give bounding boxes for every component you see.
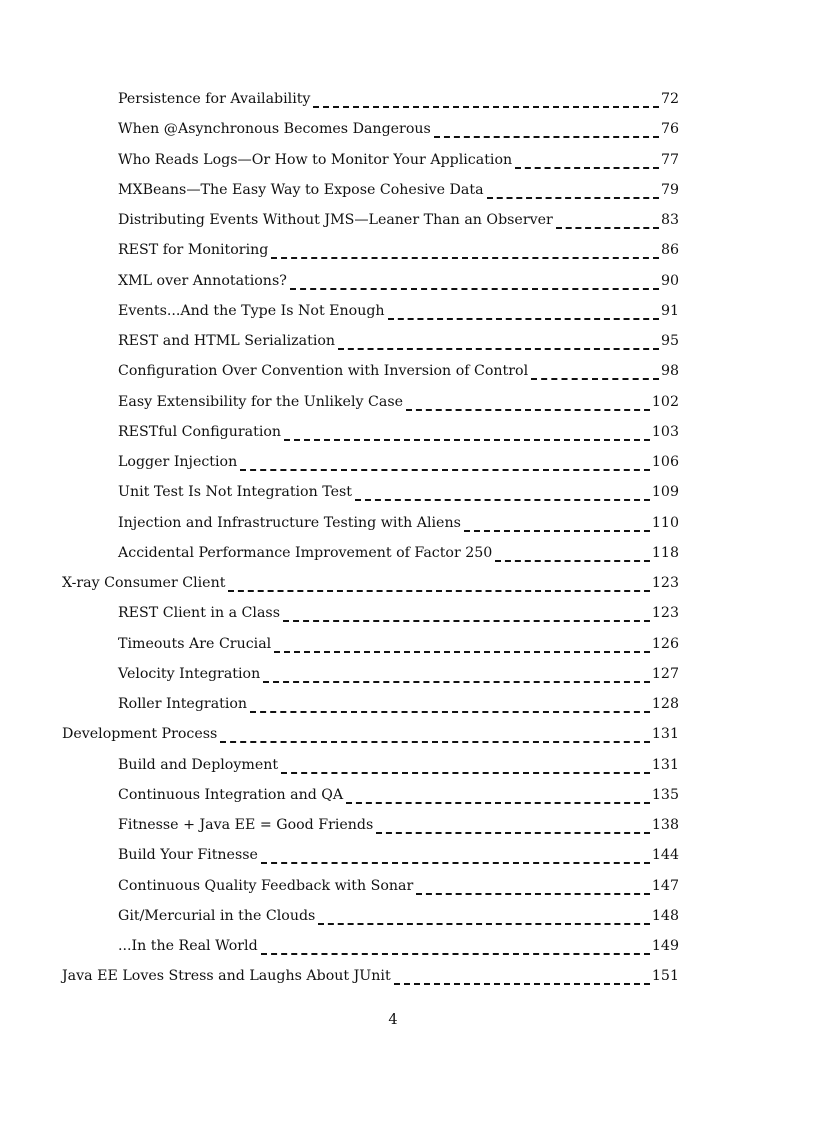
toc-entry-title: Development Process [62,726,218,743]
toc-section-entry[interactable] [62,810,679,840]
toc-dot-leader [495,560,650,562]
toc-section-entry[interactable] [62,538,679,568]
toc-dot-leader [318,923,650,925]
toc-entry-title: XML over Annotations? [118,272,287,289]
toc-dot-leader [388,318,659,320]
toc-dot-leader [228,590,649,592]
toc-entry-page-number: 110 [651,514,679,531]
toc-dot-leader [290,288,659,290]
toc-entry-page-number: 148 [651,907,679,924]
toc-entry-title: REST Client in a Class [118,605,280,622]
toc-dot-leader [487,197,659,199]
toc-section-entry[interactable] [62,659,679,689]
toc-entry-page-number: 144 [651,847,679,864]
toc-entry-title: Distributing Events Without JMS—Leaner Than an Observer [118,212,553,228]
toc-entry-title: Logger Injection [118,454,238,470]
toc-entry-page-number: 109 [651,484,679,501]
toc-entry-title: REST for Monitoring [118,242,269,259]
toc-section-entry[interactable] [62,356,679,386]
toc-section-entry[interactable] [62,235,679,265]
toc-section-entry[interactable] [62,145,679,175]
toc-entry-title: X-ray Consumer Client [62,575,226,591]
toc-dot-leader [240,469,650,471]
toc-section-entry[interactable] [62,871,679,901]
toc-section-entry[interactable] [62,175,679,205]
toc-entry-page-number: 123 [651,605,679,622]
toc-dot-leader [284,439,650,441]
toc-entry-page-number: 98 [660,363,679,380]
toc-entry-page-number: 128 [651,696,679,712]
toc-dot-leader [250,711,650,713]
toc-section-entry[interactable] [62,840,679,870]
toc-dot-leader [416,893,650,895]
toc-entry-title: Roller Integration [118,696,248,712]
toc-dot-leader [261,953,650,955]
toc-entry-title: Fitnesse + Java EE = Good Friends [118,817,374,833]
table-of-contents [62,84,679,992]
toc-dot-leader [406,409,650,411]
toc-entry-page-number: 103 [651,423,679,440]
toc-section-entry[interactable] [62,477,679,507]
toc-dot-leader [220,741,650,743]
toc-entry-page-number: 76 [660,121,679,138]
toc-entry-page-number: 135 [651,786,679,803]
toc-entry-page-number: 83 [660,212,679,228]
toc-dot-leader [263,681,650,683]
toc-dot-leader [531,378,659,380]
toc-entry-title: Persistence for Availability [118,91,311,107]
toc-entry-title: Timeouts Are Crucial [118,635,272,652]
toc-dot-leader [346,802,650,804]
toc-entry-page-number: 95 [660,333,679,349]
toc-entry-page-number: 79 [660,181,679,198]
toc-entry-page-number: 147 [651,877,679,894]
toc-entry-page-number: 131 [651,726,679,743]
toc-dot-leader [313,106,658,108]
toc-entry-page-number: 123 [651,575,679,591]
toc-section-entry[interactable] [62,417,679,447]
toc-dot-leader [283,620,650,622]
toc-chapter-entry[interactable] [62,719,679,749]
toc-entry-page-number: 90 [660,272,679,289]
toc-dot-leader [274,651,650,653]
toc-entry-page-number: 106 [651,454,679,470]
toc-entry-page-number: 151 [651,968,679,985]
toc-section-entry[interactable] [62,205,679,235]
toc-entry-page-number: 72 [660,91,679,107]
toc-entry-page-number: 127 [651,665,679,682]
toc-entry-title: Build and Deployment [118,756,279,773]
toc-section-entry[interactable] [62,780,679,810]
toc-dot-leader [464,530,650,532]
toc-entry-page-number: 118 [651,544,679,561]
toc-dot-leader [394,983,650,985]
toc-entry-page-number: 126 [651,635,679,652]
toc-section-entry[interactable] [62,598,679,628]
toc-dot-leader [261,862,650,864]
toc-entry-page-number: 131 [651,756,679,773]
toc-entry-title: Accidental Performance Improvement of Factor 250 [118,544,493,561]
toc-entry-title: Injection and Infrastructure Testing with Aliens [118,514,461,531]
toc-chapter-entry[interactable] [62,961,679,991]
toc-entry-title: Velocity Integration [118,665,261,682]
toc-entry-title: Build Your Fitnesse [118,847,258,864]
toc-entry-title: ...In the Real World [118,938,258,954]
toc-entry-title: Events...And the Type Is Not Enough [118,302,385,319]
toc-entry-title: When @Asynchronous Becomes Dangerous [118,121,431,138]
toc-chapter-entry[interactable] [62,568,679,598]
toc-entry-title: REST and HTML Serialization [118,333,336,349]
toc-dot-leader [281,772,650,774]
toc-dot-leader [271,257,659,259]
toc-section-entry[interactable] [62,266,679,296]
toc-dot-leader [338,348,659,350]
toc-dot-leader [376,832,650,834]
toc-section-entry[interactable] [62,326,679,356]
toc-entry-title: Continuous Quality Feedback with Sonar [118,877,414,894]
toc-entry-title: Unit Test Is Not Integration Test [118,484,352,501]
toc-dot-leader [434,136,659,138]
toc-dot-leader [355,499,650,501]
toc-entry-title: Easy Extensibility for the Unlikely Case [118,393,403,410]
toc-entry-title: Who Reads Logs—Or How to Monitor Your Application [118,151,513,168]
toc-entry-page-number: 102 [651,393,679,410]
toc-entry-page-number: 91 [660,302,679,319]
toc-section-entry[interactable] [62,689,679,719]
toc-dot-leader [556,227,659,229]
toc-section-entry[interactable] [62,508,679,538]
toc-entry-page-number: 149 [651,938,679,954]
toc-entry-title: Java EE Loves Stress and Laughs About JUnit [62,968,391,985]
toc-section-entry[interactable] [62,931,679,961]
toc-section-entry[interactable] [62,296,679,326]
toc-section-entry[interactable] [62,387,679,417]
toc-section-entry[interactable] [62,447,679,477]
toc-dot-leader [515,167,659,169]
toc-section-entry[interactable] [62,114,679,144]
toc-entry-title: RESTful Configuration [118,423,282,440]
toc-section-entry[interactable] [62,84,679,114]
toc-entry-title: Git/Mercurial in the Clouds [118,907,316,924]
toc-entry-title: Continuous Integration and QA [118,786,344,803]
toc-entry-page-number: 86 [660,242,679,259]
toc-section-entry[interactable] [62,629,679,659]
toc-entry-page-number: 77 [660,151,679,168]
page-number: 4 [388,1012,398,1028]
toc-section-entry[interactable] [62,901,679,931]
toc-entry-page-number: 138 [651,817,679,833]
toc-entry-title: MXBeans—The Easy Way to Expose Cohesive Data [118,181,484,198]
toc-entry-title: Configuration Over Convention with Inversion of Control [118,363,529,380]
toc-section-entry[interactable] [62,750,679,780]
